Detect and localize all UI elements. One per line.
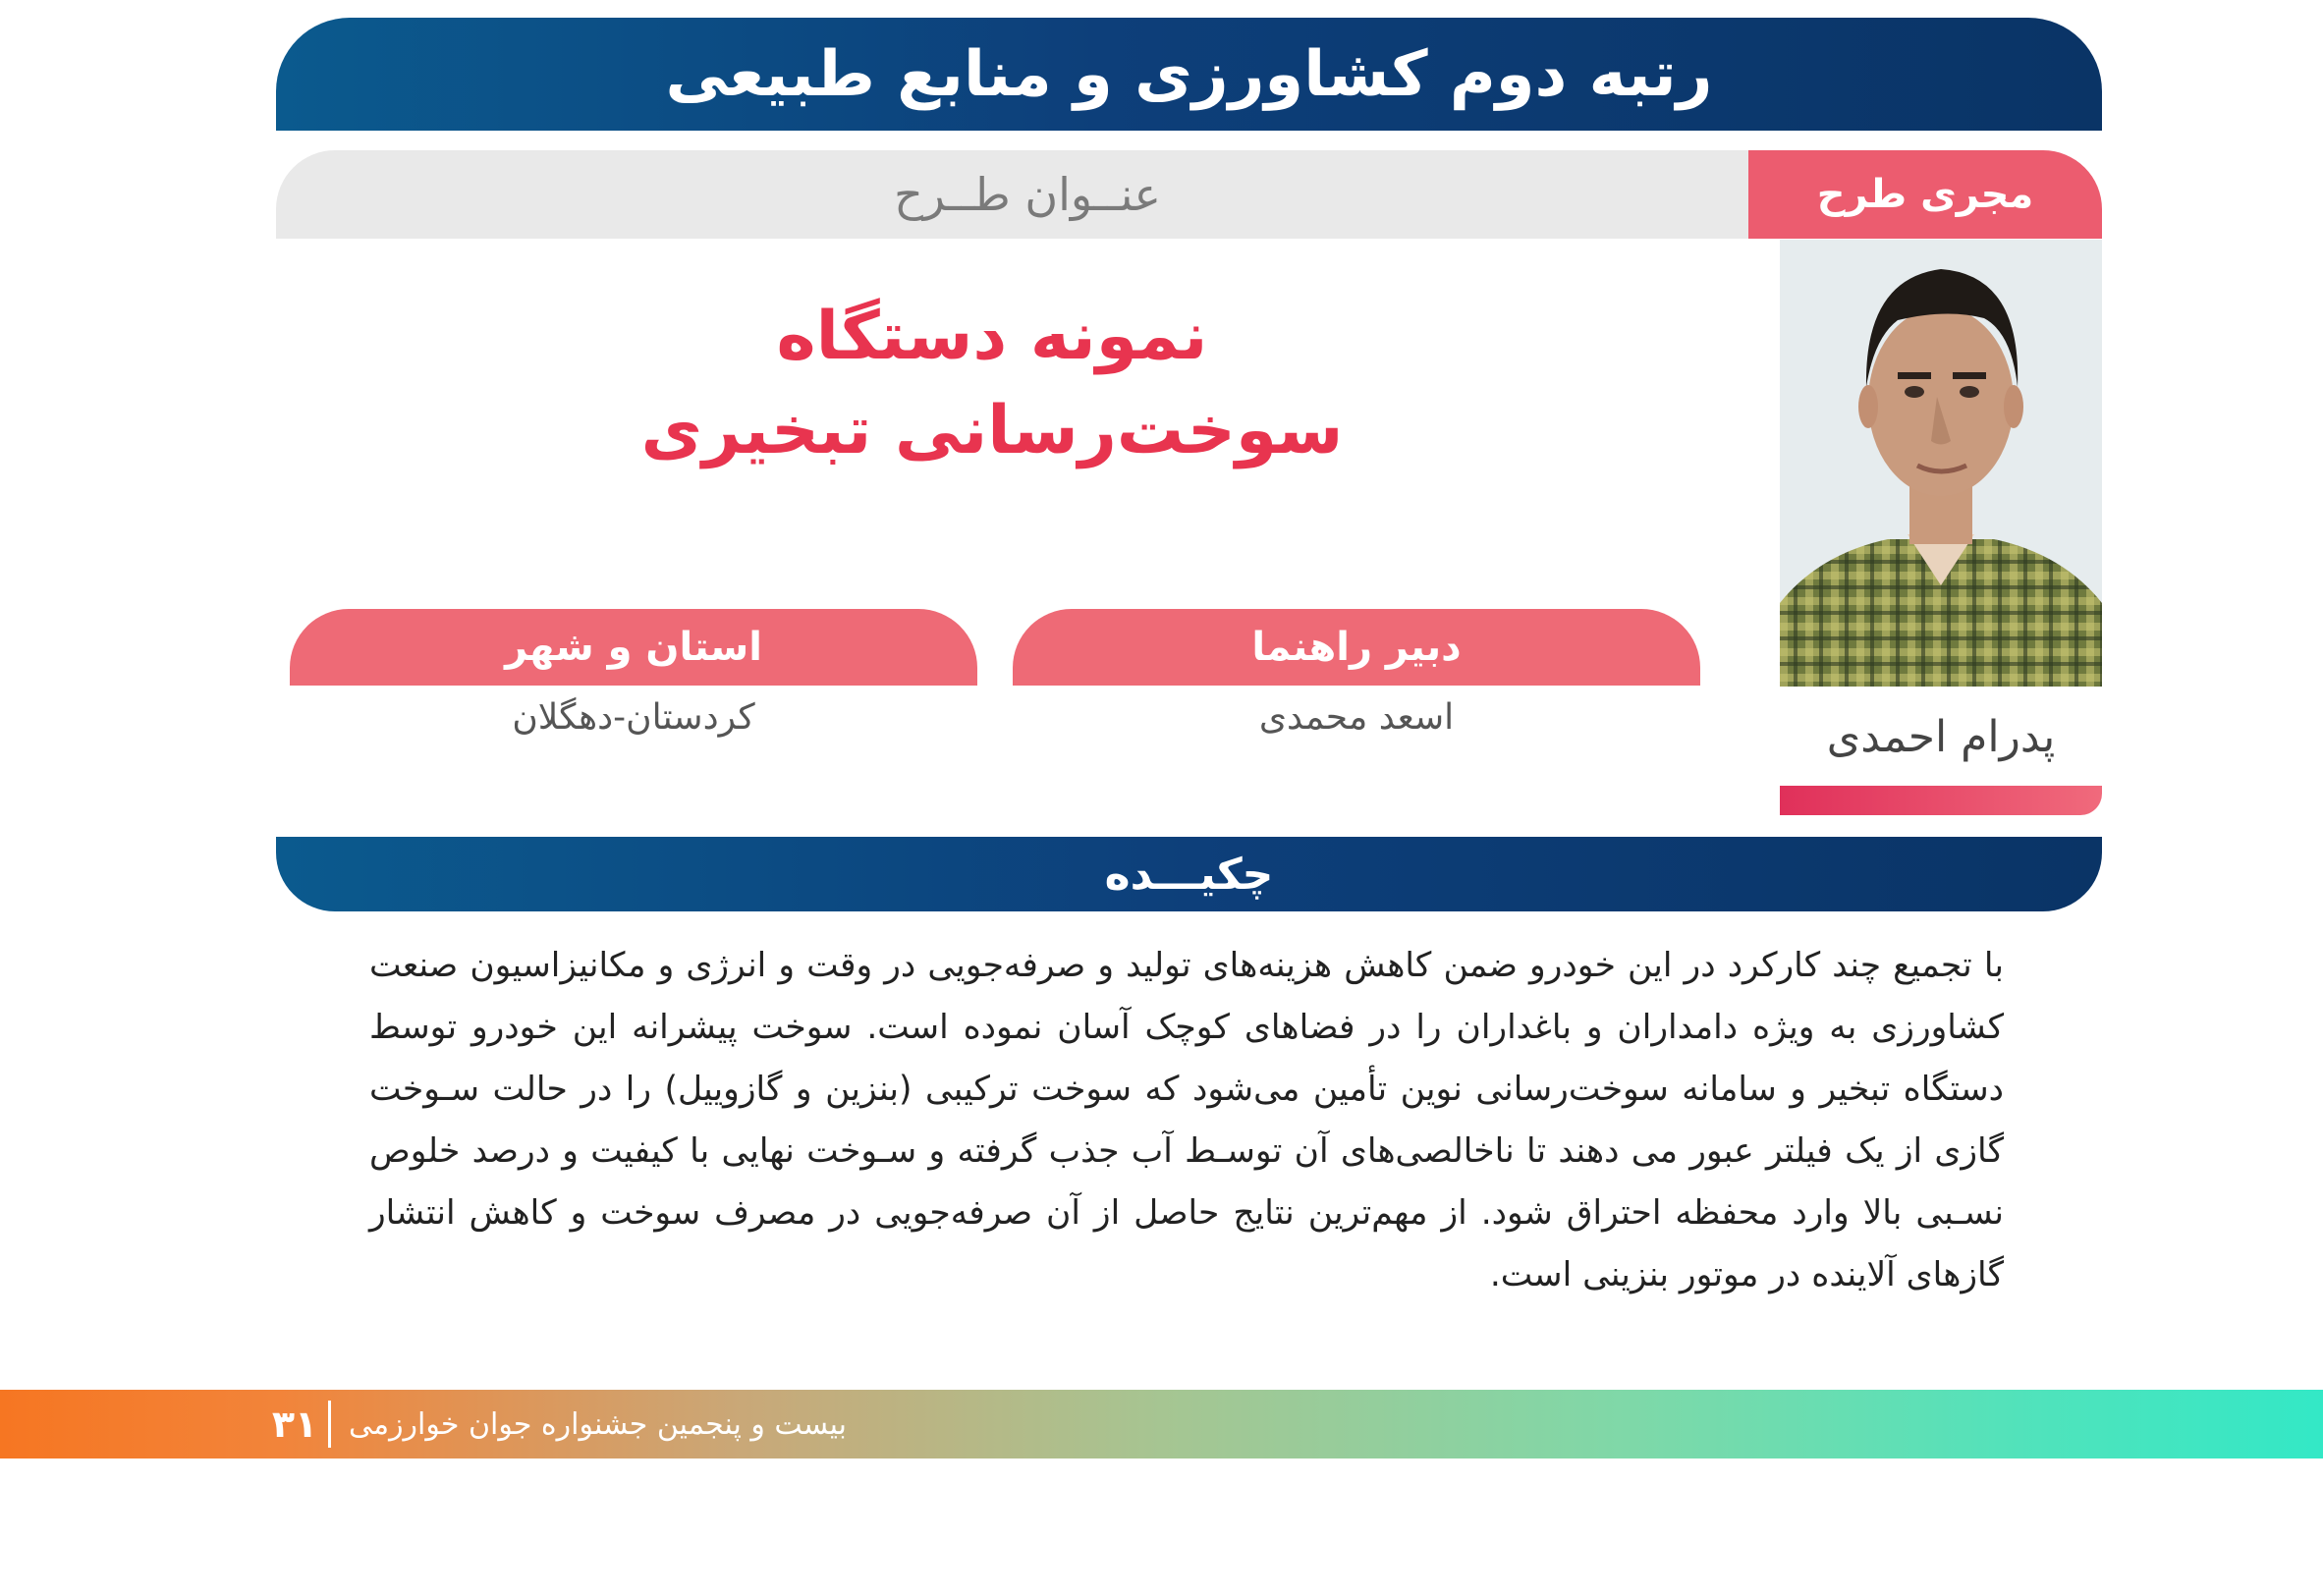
project-label: عنــوان طــرح	[894, 168, 1161, 221]
portrait-photo-icon	[1780, 240, 2102, 687]
project-title-line2: سوخت‌رسانی تبخیری	[640, 392, 1344, 469]
section-header	[276, 18, 2102, 131]
advisor-label-tab	[1013, 609, 1700, 686]
page-number: ۳۱	[271, 1403, 318, 1446]
advisor-name: اسعد محمدی	[1258, 696, 1455, 738]
footer-divider	[328, 1401, 331, 1448]
executor-name: پدرام احمدی	[1826, 711, 2056, 762]
footer-festival-name: بیست و پنجمین جشنواره جوان خوارزمی	[349, 1406, 848, 1442]
abstract-heading-bar	[276, 837, 2102, 911]
project-title	[511, 290, 1473, 478]
abstract-body: با تجمیع چند کارکرد در این خودرو ضمن کاهش هزینه‌های تولید و صرفه‌جویی در وقت و انرژی و مکانیزاسیون صنعت کشاورزی به ویژه دامداران و باغداران را در فضاهای کوچک آسان نموده است. سوخت پیشرانه این خودرو توسط دستگاه تبخیر و سامانه سوخت‌رسانی نوین تأمین می‌شود که سوخت ترکیبی (بنزین و گازوییل) را در حالت سـوخت گازی از یک فیلتر عبور می دهند تا ناخالصی‌های آن توسـط آب جذب گرفته و سـوخت نهایی با کیفیت و درصد خلوص نسـبی بالا وارد محفظه احتراق شود. از مهم‌ترین نتایج حاصل از آن صرفه‌جویی در مصرف سوخت و کاهش انتشار گازهای آلاینده در موتور بنزینی است.	[369, 946, 2004, 1294]
project-label-band	[276, 150, 1779, 239]
project-title-line1: نمونه دستگاه	[776, 298, 1208, 375]
province-label-tab	[290, 609, 977, 686]
executor-accent-bar	[1780, 786, 2102, 815]
executor-label: مجری طرح	[1816, 172, 2034, 217]
executor-photo	[1780, 240, 2102, 687]
executor-label-tab	[1748, 150, 2102, 239]
province-value: کردستان-دهگلان	[512, 696, 755, 738]
section-title: رتبه دوم کشاورزی و منابع طبیعی	[665, 37, 1713, 111]
abstract-heading: چکیـــده	[1104, 849, 1274, 900]
province-label: استان و شهر	[505, 625, 762, 670]
advisor-label: دبیر راهنما	[1251, 625, 1462, 670]
